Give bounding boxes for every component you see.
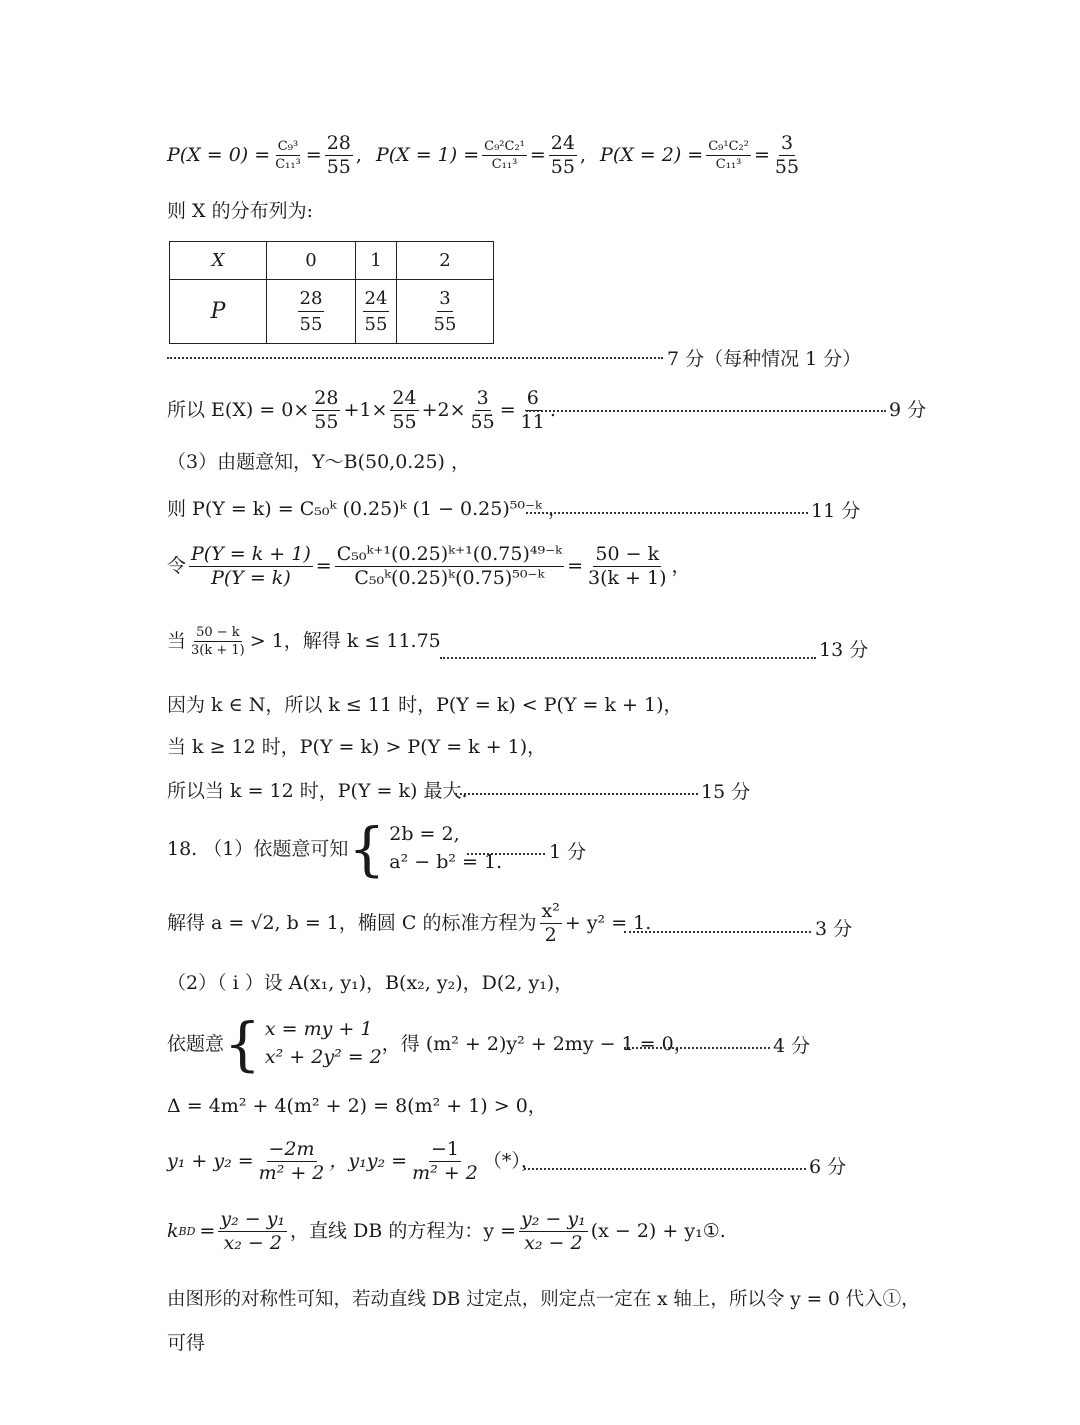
brace-icon: { (348, 815, 386, 883)
brace-icon: { (224, 1010, 261, 1078)
when-k-ge-12-line: 当 k ≥ 12 时，P(Y = k) > P(Y = k + 1)， (167, 736, 547, 758)
p-x0-value: $\frac{28}{55}$ (326, 132, 351, 178)
inequality-line: 当 $\frac{50 - k}{3(k + 1)}$ > 1，解得 k ≤ 11.75 (167, 625, 441, 658)
ellipse-equation-line: 解得 a = √2, b = 1，椭圆 C 的标准方程为 $\frac{\text{x²}}{2}$ + y² = 1. (167, 900, 652, 946)
table-row (170, 280, 494, 344)
system-line: 依题意 { x = my + 1 x² + 2y² = 2 ，得 (m² + 2)y² + 2my − 1 = 0， (167, 1010, 693, 1078)
ratio-line: 令 $\frac{P(Y = k + 1)}{P(Y = k)}$ = $\frac{\text{C₅₀ᵏ⁺¹(0.25)ᵏ⁺¹(0.75)⁴⁹⁻ᵏ}}{\text{C₅₀ᵏ(0.25)ᵏ(0.75)⁵⁰⁻ᵏ}}$ = $\frac{50 - k}{3(k + 1)}$ ， (167, 543, 691, 589)
dotted-leader (467, 853, 545, 855)
p-x2-comb-fraction: $\frac{\text{C₉¹C₂²}}{\text{C₁₁³}}$ (708, 139, 749, 172)
distribution-intro: 则 X 的分布列为: (167, 200, 314, 222)
binomial-pmf: 则 P(Y = k) = C₅₀ᵏ (0.25)ᵏ (1 − 0.25)⁵⁰⁻ᵏ ， (167, 498, 567, 520)
p-x2-value: $\frac{3}{55}$ (774, 132, 800, 178)
equation-system: { x = my + 1 x² + 2y² = 2 (224, 1010, 382, 1078)
dotted-leader (524, 1168, 806, 1170)
score-mark: 9 分 (889, 399, 927, 421)
p-x0-label: P(X = 0) = (167, 144, 271, 166)
score-mark: 1 分 (549, 841, 587, 863)
score-mark: 11 分 (811, 500, 861, 522)
table-header-0: 0 (267, 242, 356, 280)
score-mark: 7 分（每种情况 1 分） (667, 348, 862, 370)
score-mark: 6 分 (809, 1156, 847, 1178)
table-cell: $\frac{3}{55}$ (397, 280, 494, 344)
probability-line: P(X = 0) = $\frac{\text{C₉³}}{\text{C₁₁³}}$ = $\frac{28}{55}$ , P(X = 1) = $\frac{\text{C₉²C₂¹}}{\text{C₁₁³}}$ = $\frac{24}{55}$ , P(X = 2) = $\frac{\text{C₉¹C₂²}}{\text{C₁₁³}}$ = $\frac{3}{55}$ (167, 132, 800, 178)
max-line: 所以当 k = 12 时，P(Y = k) 最大. (167, 780, 468, 802)
vieta-line: y₁ + y₂ = $\frac{-2m}{\text{m² + 2}}$ ，y₁y₂ = $\frac{-1}{\text{m² + 2}}$ （*）， (167, 1138, 540, 1184)
table-header-1: 1 (356, 242, 397, 280)
p-x1-label: P(X = 1) = (375, 144, 480, 166)
ratio-left-fraction: $\frac{P(Y = k + 1)}{P(Y = k)}$ (191, 543, 311, 589)
table-header-2: 2 (397, 242, 494, 280)
discriminant-line: Δ = 4m² + 4(m² + 2) = 8(m² + 1) > 0， (167, 1095, 547, 1117)
score-mark: 13 分 (819, 639, 869, 661)
because-line: 因为 k ∈ N，所以 k ≤ 11 时，P(Y = k) < P(Y = k + 1)， (167, 694, 683, 716)
dotted-leader (526, 410, 886, 412)
slope-line: k BD = $\frac{\text{y₂ − y₁}}{\text{x₂ − 2}}$ ，直线 DB 的方程为：y = $\frac{\text{y₂ − y₁}}{\text{x₂ − 2}}$ (x − 2) + y₁①. (167, 1208, 726, 1254)
dotted-leader (440, 657, 816, 659)
table-row-label: P (170, 280, 267, 344)
dotted-leader (167, 357, 663, 359)
kede-line: 可得 (167, 1332, 206, 1354)
score-mark: 3 分 (815, 918, 853, 940)
symmetry-line: 由图形的对称性可知，若动直线 DB 过定点，则定点一定在 x 轴上，所以令 y = 0 代入①， (167, 1289, 920, 1310)
equation-system: { 2b = 2, a² − b² = 1. (348, 815, 503, 883)
score-mark: 15 分 (701, 781, 751, 803)
dotted-leader (526, 512, 808, 514)
table-header-x: X (170, 242, 267, 280)
p-x2-label: P(X = 2) = (600, 144, 704, 166)
p-x0-comb-fraction: $\frac{\text{C₉³}}{\text{C₁₁³}}$ (275, 139, 301, 172)
dotted-leader (624, 1047, 770, 1049)
part3-intro: （3）由题意知，Y～B(50,0.25) ， (167, 451, 470, 473)
p-x1-value: $\frac{24}{55}$ (550, 132, 575, 178)
table-header-row (170, 242, 494, 280)
score-mark: 4 分 (773, 1035, 811, 1057)
q18-line: 18. （1）依题意可知 { 2b = 2, a² − b² = 1. (167, 815, 503, 883)
table-cell: $\frac{24}{55}$ (356, 280, 397, 344)
dotted-leader (624, 931, 811, 933)
part2i-setup: （2）（ i ）设 A(x₁, y₁)，B(x₂, y₂)，D(2, y₁)， (167, 972, 574, 994)
expectation-line: 所以 E(X) = 0× $\frac{28}{55}$ +1× $\frac{24}{55}$ +2× $\frac{3}{55}$ = $\frac{6}{11}$ . (167, 387, 556, 433)
p-x1-comb-fraction: $\frac{\text{C₉²C₂¹}}{\text{C₁₁³}}$ (484, 139, 525, 172)
dotted-leader (455, 793, 698, 795)
distribution-table (169, 241, 494, 344)
ratio-right-fraction: $\frac{50 - k}{3(k + 1)}$ (588, 543, 667, 589)
table-cell: $\frac{28}{55}$ (267, 280, 356, 344)
ratio-middle-fraction: $\frac{\text{C₅₀ᵏ⁺¹(0.25)ᵏ⁺¹(0.75)⁴⁹⁻ᵏ}}{\text{C₅₀ᵏ(0.25)ᵏ(0.75)⁵⁰⁻ᵏ}}$ (336, 543, 563, 589)
